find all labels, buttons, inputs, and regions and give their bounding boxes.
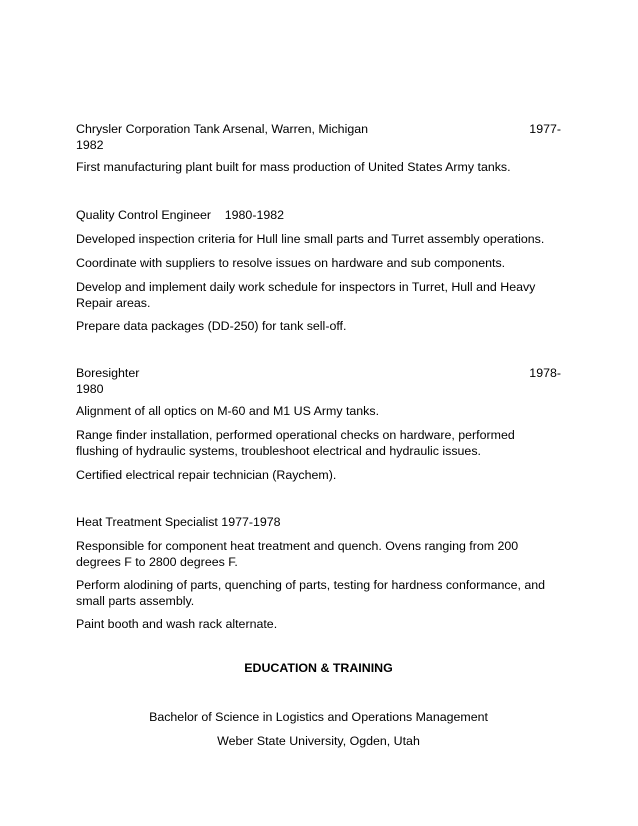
education-heading: EDUCATION & TRAINING — [244, 661, 393, 675]
heat-bullet-3: Paint booth and wash rack alternate. — [76, 617, 278, 631]
qc-bullet-3: Develop and implement daily work schedule for inspectors in Turret, Hull and Heavy Repair areas. — [76, 280, 536, 310]
heat-bullet-2: Perform alodining of parts, quenching of parts, testing for hardness conformance, and small parts assembly. — [76, 578, 546, 608]
employer-year-start: 1977- — [529, 122, 561, 136]
employer-name: Chrysler Corporation Tank Arsenal, Warren, Michigan — [76, 122, 368, 136]
role-title-heat: Heat Treatment Specialist 1977-1978 — [76, 515, 281, 529]
education-school: Weber State University, Ogden, Utah — [217, 734, 420, 748]
bore-bullet-1: Alignment of all optics on M-60 and M1 US Army tanks. — [76, 404, 380, 418]
employer-description: First manufacturing plant built for mass production of United States Army tanks. — [76, 160, 511, 174]
bore-year-start: 1978- — [529, 366, 561, 380]
qc-bullet-4: Prepare data packages (DD-250) for tank sell-off. — [76, 319, 347, 333]
employer-year-end: 1982 — [76, 138, 104, 152]
qc-bullet-1: Developed inspection criteria for Hull line small parts and Turret assembly operations. — [76, 232, 545, 246]
bore-bullet-3: Certified electrical repair technician (Raychem). — [76, 468, 337, 482]
role-title-qc: Quality Control Engineer 1980-1982 — [76, 208, 285, 222]
education-degree: Bachelor of Science in Logistics and Operations Management — [149, 710, 488, 724]
heat-bullet-1: Responsible for component heat treatment and quench. Ovens ranging from 200 degrees F to 2800 degrees F. — [76, 539, 519, 569]
role-title-bore: Boresighter — [76, 366, 140, 380]
qc-bullet-2: Coordinate with suppliers to resolve issues on hardware and sub components. — [76, 256, 506, 270]
employer-line — [76, 121, 561, 137]
bore-bullet-2: Range finder installation, performed operational checks on hardware, performed flushing of hydraulic systems, troubleshoot electrical and hydraulic issues. — [76, 428, 515, 458]
role-title-bore-line — [76, 365, 561, 381]
bore-year-end: 1980 — [76, 382, 104, 396]
